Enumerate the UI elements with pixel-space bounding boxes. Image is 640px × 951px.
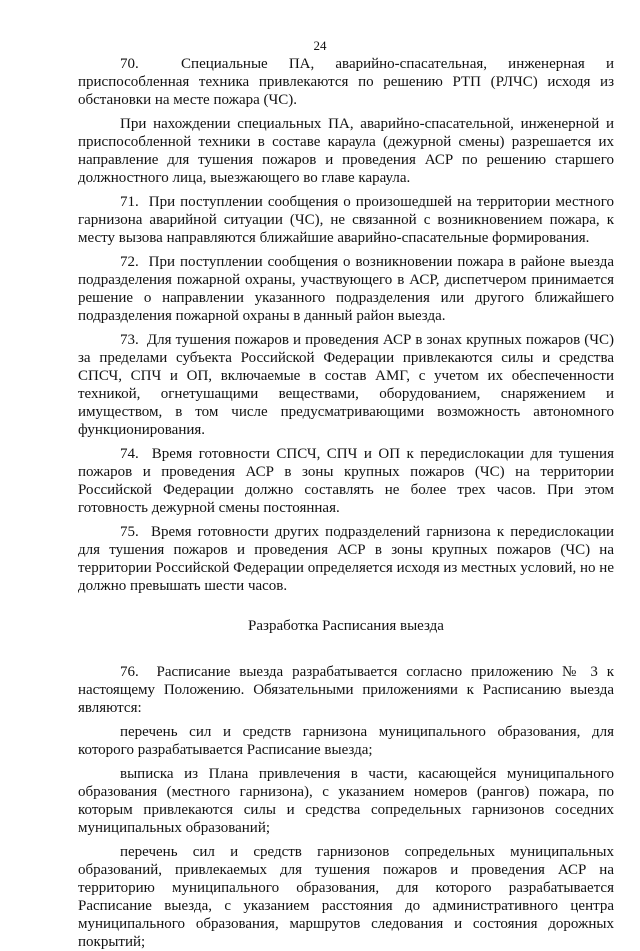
list-item: перечень сил и средств гарнизона муниципального образования, для которого разрабатывается Расписание выезда; (78, 724, 614, 758)
list-item: выписка из Плана привлечения в части, касающейся муниципального образования (местного гарнизона), с указанием номеров (рангов) пожара, по которым привлекаются силы и средства сопредельных гарнизонов соседних муниципальных образований; (78, 766, 614, 836)
paragraph-75: 75. Время готовности других подразделений гарнизона к передислокации для тушения пожаров и проведения АСР в зоны крупных пожаров (ЧС) на территории Российской Федерации определяется исходя из местных условий, но не должно превышать шести часов. (78, 524, 614, 594)
paragraph-71: 71. При поступлении сообщения о произошедшей на территории местного гарнизона аварийной ситуации (ЧС), не связанной с возникновением пожара, к месту вызова направляются ближайшие аварийно-спасательные формирования. (78, 194, 614, 246)
paragraph-70-continued: При нахождении специальных ПА, аварийно-спасательной, инженерной и приспособленной техники в составе караула (дежурной смены) разрешается их направление для тушения пожаров и проведения АСР по решению старшего должностного лица, выезжающего во главе караула. (78, 116, 614, 186)
list-item: перечень сил и средств гарнизонов сопредельных муниципальных образований, привлекаемых для тушения пожаров и проведения АСР на территорию муниципального образования, для которого разрабатывается Расписание выезда, с указанием расстояния до административного центра муниципального образования, маршрутов следования и состояния дорожных покрытий; (78, 844, 614, 950)
paragraph-73: 73. Для тушения пожаров и проведения АСР в зонах крупных пожаров (ЧС) за пределами субъекта Российской Федерации привлекаются силы и средства СПСЧ, СПЧ и ОП, включаемые в состав АМГ, с учетом их обеспеченности техникой, огнетушащими веществами, оборудованием, снаряжением и имуществом, в том числе предусматривающими возможность автономного функционирования. (78, 332, 614, 438)
document-body (78, 55, 614, 951)
paragraph-72: 72. При поступлении сообщения о возникновении пожара в районе выезда подразделения пожарной охраны, участвующего в АСР, диспетчером принимается решение о направлении указанного подразделения или другого ближайшего подразделения пожарной охраны в данный район выезда. (78, 254, 614, 324)
paragraph-70: 70. Специальные ПА, аварийно-спасательная, инженерная и приспособленная техника привлекаются по решению РТП (РЛЧС) исходя из обстановки на месте пожара (ЧС). (78, 56, 614, 108)
paragraph-74: 74. Время готовности СПСЧ, СПЧ и ОП к передислокации для тушения пожаров и проведения АСР в зоны крупных пожаров (ЧС) на территории Российской Федерации должно составлять не более трех часов. При этом готовность дежурной смены постоянная. (78, 446, 614, 516)
page-number: 24 (313, 38, 327, 53)
paragraph-76-block (78, 663, 614, 951)
section-heading: Разработка Расписания выезда (248, 618, 444, 634)
paragraph-76: 76. Расписание выезда разрабатывается согласно приложению № 3 к настоящему Положению. Обязательными приложениями к Расписанию выезда являются: (78, 664, 614, 716)
